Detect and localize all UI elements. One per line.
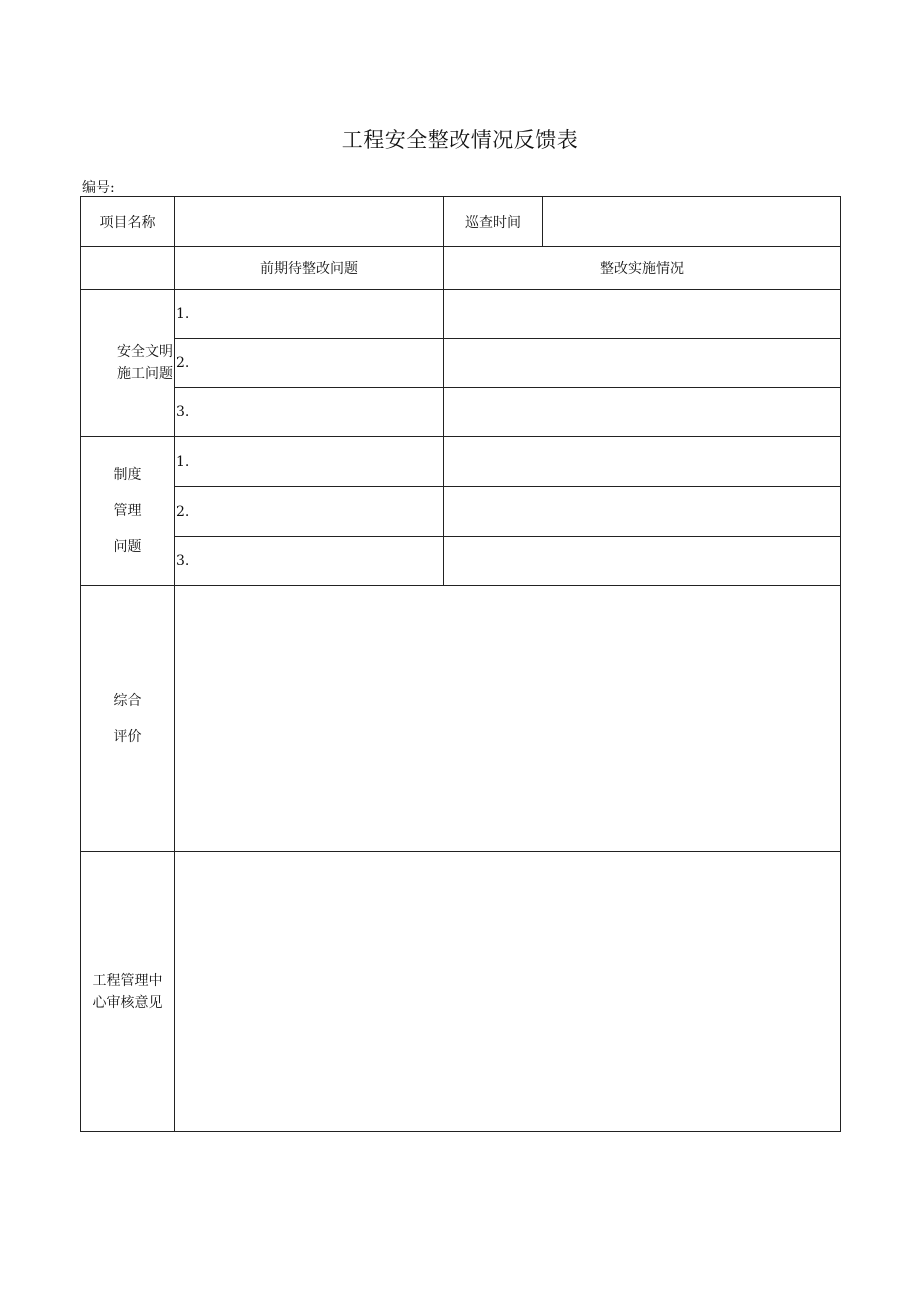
review-row xyxy=(81,852,841,1132)
review-label-line-2: 心审核意见 xyxy=(92,994,163,1011)
corner-cell xyxy=(81,247,175,290)
safety-row-2 xyxy=(81,339,841,388)
pending-issues-header: 前期待整改问题 xyxy=(175,247,444,290)
serial-number-label: 编号: xyxy=(82,180,115,196)
system-row-1 xyxy=(81,437,841,487)
review-label-line-1: 工程管理中 xyxy=(92,972,163,989)
system-issue-3[interactable]: 3. xyxy=(175,537,444,586)
evaluation-row xyxy=(81,586,841,852)
safety-row-3 xyxy=(81,388,841,437)
system-label-line-3: 问题 xyxy=(113,539,142,555)
evaluation-field[interactable] xyxy=(175,586,841,852)
safety-status-1[interactable] xyxy=(444,290,841,339)
system-issue-1[interactable]: 1. xyxy=(175,437,444,487)
system-section-label xyxy=(81,437,175,586)
safety-issue-1[interactable]: 1. xyxy=(175,290,444,339)
system-row-2 xyxy=(81,487,841,537)
rectification-status-header: 整改实施情况 xyxy=(444,247,841,290)
system-status-2[interactable] xyxy=(444,487,841,537)
safety-status-3[interactable] xyxy=(444,388,841,437)
column-header-row xyxy=(81,247,841,290)
feedback-form-table xyxy=(80,196,841,1132)
system-label-line-1: 制度 xyxy=(113,467,142,483)
project-name-field[interactable] xyxy=(175,197,444,247)
system-label-line-2: 管理 xyxy=(113,503,142,519)
system-status-1[interactable] xyxy=(444,437,841,487)
header-row xyxy=(81,197,841,247)
form-title: 工程安全整改情况反馈表 xyxy=(341,128,579,152)
safety-row-1 xyxy=(81,290,841,339)
system-status-3[interactable] xyxy=(444,537,841,586)
evaluation-label-line-1: 综合 xyxy=(113,692,142,709)
inspection-time-label: 巡查时间 xyxy=(444,197,543,247)
system-row-3 xyxy=(81,537,841,586)
review-label xyxy=(81,852,175,1132)
evaluation-label-line-2: 评价 xyxy=(113,728,142,745)
project-name-label: 项目名称 xyxy=(81,197,175,247)
safety-label-line-1: 安全文明 xyxy=(117,344,173,360)
safety-status-2[interactable] xyxy=(444,339,841,388)
safety-label-line-2: 施工问题 xyxy=(117,366,173,382)
inspection-time-field[interactable] xyxy=(543,197,841,247)
safety-section-label xyxy=(81,290,175,437)
review-field[interactable] xyxy=(175,852,841,1132)
safety-issue-3[interactable]: 3. xyxy=(175,388,444,437)
system-issue-2[interactable]: 2. xyxy=(175,487,444,537)
safety-issue-2[interactable]: 2. xyxy=(175,339,444,388)
evaluation-label xyxy=(81,586,175,852)
